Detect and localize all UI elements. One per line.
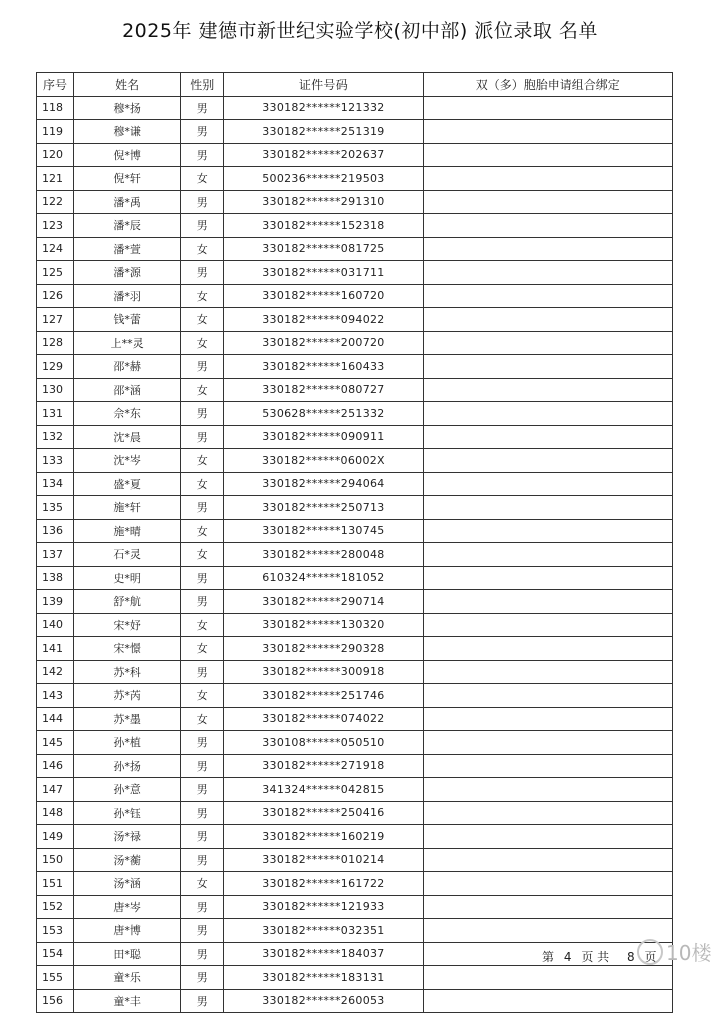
header-id: 证件号码 — [224, 73, 423, 97]
table-row — [37, 496, 673, 520]
table-row — [37, 731, 673, 755]
cell-name: 田*聪 — [74, 942, 181, 966]
cell-twin-binding — [423, 143, 672, 167]
cell-name: 苏*芮 — [74, 684, 181, 708]
page-current: 4 — [563, 950, 572, 964]
cell-gender: 女 — [181, 308, 224, 332]
watermark-logo — [636, 932, 712, 972]
cell-seq: 126 — [37, 284, 74, 308]
cell-seq: 153 — [37, 919, 74, 943]
cell-seq: 131 — [37, 402, 74, 426]
table-row — [37, 848, 673, 872]
cell-name: 童*乐 — [74, 966, 181, 990]
cell-id: 330182******010214 — [224, 848, 423, 872]
cell-twin-binding — [423, 707, 672, 731]
cell-gender: 男 — [181, 566, 224, 590]
table-row — [37, 120, 673, 144]
cell-seq: 121 — [37, 167, 74, 191]
cell-gender: 男 — [181, 942, 224, 966]
cell-name: 潘*辰 — [74, 214, 181, 238]
cell-name: 唐*岑 — [74, 895, 181, 919]
table-row — [37, 989, 673, 1013]
table-header-row — [37, 73, 673, 97]
cell-twin-binding — [423, 637, 672, 661]
cell-name: 孙*植 — [74, 731, 181, 755]
cell-twin-binding — [423, 848, 672, 872]
table-row — [37, 543, 673, 567]
cell-name: 施*晴 — [74, 519, 181, 543]
cell-seq: 140 — [37, 613, 74, 637]
cell-twin-binding — [423, 378, 672, 402]
cell-twin-binding — [423, 261, 672, 285]
cell-gender: 女 — [181, 519, 224, 543]
cell-id: 330182******031711 — [224, 261, 423, 285]
page-title: 2025年 建德市新世纪实验学校(初中部) 派位录取 名单 — [122, 20, 598, 42]
cell-seq: 128 — [37, 331, 74, 355]
cell-seq: 132 — [37, 425, 74, 449]
cell-gender: 女 — [181, 684, 224, 708]
page-mid: 页 共 — [581, 950, 610, 964]
cell-gender: 男 — [181, 214, 224, 238]
cell-gender: 女 — [181, 378, 224, 402]
cell-name: 苏*墨 — [74, 707, 181, 731]
cell-seq: 133 — [37, 449, 74, 473]
cell-twin-binding — [423, 801, 672, 825]
cell-id: 330182******294064 — [224, 472, 423, 496]
table-row — [37, 355, 673, 379]
page-total: 8 — [626, 950, 635, 964]
cell-id: 330182******130320 — [224, 613, 423, 637]
cell-seq: 124 — [37, 237, 74, 261]
cell-gender: 男 — [181, 120, 224, 144]
cell-gender: 男 — [181, 425, 224, 449]
cell-seq: 127 — [37, 308, 74, 332]
cell-seq: 119 — [37, 120, 74, 144]
watermark-text: 10楼 — [666, 941, 712, 965]
cell-id: 330182******160720 — [224, 284, 423, 308]
cell-id: 330182******250713 — [224, 496, 423, 520]
cell-id: 530628******251332 — [224, 402, 423, 426]
cell-gender: 男 — [181, 660, 224, 684]
table-row — [37, 613, 673, 637]
cell-id: 330182******250416 — [224, 801, 423, 825]
cell-twin-binding — [423, 754, 672, 778]
table-row — [37, 519, 673, 543]
cell-name: 上**灵 — [74, 331, 181, 355]
cell-name: 钱*蕾 — [74, 308, 181, 332]
cell-seq: 151 — [37, 872, 74, 896]
cell-seq: 138 — [37, 566, 74, 590]
cell-name: 倪*轩 — [74, 167, 181, 191]
cell-name: 佘*东 — [74, 402, 181, 426]
cell-name: 穆*谦 — [74, 120, 181, 144]
cell-name: 孙*扬 — [74, 754, 181, 778]
page-prefix: 第 — [542, 950, 555, 964]
cell-id: 330182******152318 — [224, 214, 423, 238]
table-row — [37, 825, 673, 849]
cell-id: 341324******042815 — [224, 778, 423, 802]
cell-gender: 女 — [181, 331, 224, 355]
cell-twin-binding — [423, 167, 672, 191]
cell-gender: 男 — [181, 731, 224, 755]
cell-gender: 男 — [181, 966, 224, 990]
cell-seq: 130 — [37, 378, 74, 402]
cell-name: 倪*博 — [74, 143, 181, 167]
table-row — [37, 308, 673, 332]
table-row — [37, 402, 673, 426]
cell-id: 330182******094022 — [224, 308, 423, 332]
cell-twin-binding — [423, 660, 672, 684]
cell-gender: 男 — [181, 355, 224, 379]
cell-gender: 男 — [181, 989, 224, 1013]
table-row — [37, 895, 673, 919]
cell-name: 潘*禹 — [74, 190, 181, 214]
cell-id: 330182******183131 — [224, 966, 423, 990]
cell-id: 330182******290328 — [224, 637, 423, 661]
page-suffix: 页 — [644, 950, 657, 964]
admission-table — [36, 72, 673, 1013]
table-row — [37, 190, 673, 214]
cell-id: 330182******300918 — [224, 660, 423, 684]
cell-gender: 男 — [181, 402, 224, 426]
cell-name: 孙*钰 — [74, 801, 181, 825]
cell-twin-binding — [423, 872, 672, 896]
cell-twin-binding — [423, 684, 672, 708]
cell-gender: 女 — [181, 543, 224, 567]
cell-gender: 男 — [181, 96, 224, 120]
cell-id: 330182******121332 — [224, 96, 423, 120]
table-row — [37, 872, 673, 896]
cell-seq: 146 — [37, 754, 74, 778]
cell-twin-binding — [423, 425, 672, 449]
cell-name: 潘*羽 — [74, 284, 181, 308]
cell-seq: 143 — [37, 684, 74, 708]
table-row — [37, 754, 673, 778]
cell-twin-binding — [423, 237, 672, 261]
cell-gender: 女 — [181, 449, 224, 473]
cell-name: 汤*禄 — [74, 825, 181, 849]
cell-gender: 男 — [181, 190, 224, 214]
cell-twin-binding — [423, 402, 672, 426]
cell-id: 330182******251746 — [224, 684, 423, 708]
cell-seq: 135 — [37, 496, 74, 520]
cell-id: 330182******130745 — [224, 519, 423, 543]
cell-name: 盛*夏 — [74, 472, 181, 496]
cell-name: 石*灵 — [74, 543, 181, 567]
cell-name: 潘*源 — [74, 261, 181, 285]
cell-id: 330182******06002X — [224, 449, 423, 473]
cell-name: 沈*晨 — [74, 425, 181, 449]
cell-gender: 女 — [181, 707, 224, 731]
cell-name: 童*丰 — [74, 989, 181, 1013]
cell-seq: 149 — [37, 825, 74, 849]
cell-gender: 男 — [181, 778, 224, 802]
table-row — [37, 660, 673, 684]
table-row — [37, 237, 673, 261]
table-row — [37, 331, 673, 355]
cell-name: 汤*蘅 — [74, 848, 181, 872]
cell-name: 史*明 — [74, 566, 181, 590]
cell-seq: 120 — [37, 143, 74, 167]
cell-gender: 男 — [181, 496, 224, 520]
cell-twin-binding — [423, 190, 672, 214]
cell-twin-binding — [423, 778, 672, 802]
cell-twin-binding — [423, 825, 672, 849]
cell-id: 330182******290714 — [224, 590, 423, 614]
table-row — [37, 707, 673, 731]
cell-twin-binding — [423, 989, 672, 1013]
cell-gender: 男 — [181, 895, 224, 919]
cell-seq: 139 — [37, 590, 74, 614]
cell-gender: 男 — [181, 143, 224, 167]
cell-twin-binding — [423, 472, 672, 496]
table-row — [37, 590, 673, 614]
cell-seq: 129 — [37, 355, 74, 379]
cell-gender: 男 — [181, 754, 224, 778]
cell-seq: 156 — [37, 989, 74, 1013]
header-gender: 性别 — [181, 73, 224, 97]
cell-seq: 152 — [37, 895, 74, 919]
cell-seq: 136 — [37, 519, 74, 543]
cell-twin-binding — [423, 214, 672, 238]
cell-gender: 女 — [181, 167, 224, 191]
cell-name: 邵*涵 — [74, 378, 181, 402]
cell-seq: 123 — [37, 214, 74, 238]
cell-seq: 150 — [37, 848, 74, 872]
table-row — [37, 143, 673, 167]
cell-seq: 145 — [37, 731, 74, 755]
cell-id: 330182******280048 — [224, 543, 423, 567]
cell-twin-binding — [423, 284, 672, 308]
cell-seq: 142 — [37, 660, 74, 684]
cell-id: 330182******251319 — [224, 120, 423, 144]
cell-gender: 女 — [181, 872, 224, 896]
cell-id: 330182******081725 — [224, 237, 423, 261]
cell-gender: 女 — [181, 472, 224, 496]
cell-twin-binding — [423, 731, 672, 755]
cell-seq: 141 — [37, 637, 74, 661]
cell-id: 330182******161722 — [224, 872, 423, 896]
cell-seq: 144 — [37, 707, 74, 731]
cell-id: 330108******050510 — [224, 731, 423, 755]
cell-seq: 134 — [37, 472, 74, 496]
cell-twin-binding — [423, 566, 672, 590]
cell-seq: 147 — [37, 778, 74, 802]
cell-id: 330182******184037 — [224, 942, 423, 966]
cell-id: 330182******160219 — [224, 825, 423, 849]
cell-twin-binding — [423, 519, 672, 543]
cell-name: 苏*科 — [74, 660, 181, 684]
cell-id: 330182******121933 — [224, 895, 423, 919]
cell-name: 汤*涵 — [74, 872, 181, 896]
cell-gender: 男 — [181, 261, 224, 285]
cell-name: 施*轩 — [74, 496, 181, 520]
cell-id: 330182******080727 — [224, 378, 423, 402]
cell-id: 330182******202637 — [224, 143, 423, 167]
cell-id: 330182******160433 — [224, 355, 423, 379]
cell-seq: 148 — [37, 801, 74, 825]
cell-gender: 男 — [181, 825, 224, 849]
header-seq: 序号 — [37, 73, 74, 97]
table-row — [37, 684, 673, 708]
cell-id: 330182******090911 — [224, 425, 423, 449]
cell-gender: 女 — [181, 284, 224, 308]
table-row — [37, 637, 673, 661]
cell-name: 孙*意 — [74, 778, 181, 802]
cell-name: 宋*妤 — [74, 613, 181, 637]
table-row — [37, 214, 673, 238]
cell-id: 330182******032351 — [224, 919, 423, 943]
cell-name: 唐*博 — [74, 919, 181, 943]
cell-twin-binding — [423, 543, 672, 567]
table-row — [37, 378, 673, 402]
cell-name: 舒*航 — [74, 590, 181, 614]
cell-name: 沈*岑 — [74, 449, 181, 473]
table-row — [37, 472, 673, 496]
cell-twin-binding — [423, 308, 672, 332]
cell-name: 宋*憬 — [74, 637, 181, 661]
cell-seq: 137 — [37, 543, 74, 567]
table-row — [37, 566, 673, 590]
table-row — [37, 425, 673, 449]
cell-gender: 女 — [181, 613, 224, 637]
cell-gender: 男 — [181, 801, 224, 825]
cell-gender: 男 — [181, 590, 224, 614]
cell-gender: 男 — [181, 848, 224, 872]
cell-id: 330182******291310 — [224, 190, 423, 214]
table-row — [37, 449, 673, 473]
cell-name: 潘*萱 — [74, 237, 181, 261]
table-row — [37, 261, 673, 285]
cell-twin-binding — [423, 96, 672, 120]
cell-gender: 男 — [181, 919, 224, 943]
cell-gender: 女 — [181, 637, 224, 661]
cell-seq: 125 — [37, 261, 74, 285]
cell-twin-binding — [423, 355, 672, 379]
cell-name: 穆*扬 — [74, 96, 181, 120]
cell-id: 330182******260053 — [224, 989, 423, 1013]
cell-id: 500236******219503 — [224, 167, 423, 191]
cell-twin-binding — [423, 449, 672, 473]
cell-twin-binding — [423, 613, 672, 637]
cell-twin-binding — [423, 496, 672, 520]
cell-name: 邵*赫 — [74, 355, 181, 379]
cell-seq: 122 — [37, 190, 74, 214]
cell-id: 330182******271918 — [224, 754, 423, 778]
cell-seq: 118 — [37, 96, 74, 120]
table-row — [37, 919, 673, 943]
cell-twin-binding — [423, 331, 672, 355]
cell-gender: 女 — [181, 237, 224, 261]
header-twin-binding: 双（多）胞胎申请组合绑定 — [423, 73, 672, 97]
cell-seq: 155 — [37, 966, 74, 990]
cell-twin-binding — [423, 590, 672, 614]
table-row — [37, 966, 673, 990]
table-row — [37, 801, 673, 825]
table-row — [37, 778, 673, 802]
table-row — [37, 284, 673, 308]
cell-id: 330182******200720 — [224, 331, 423, 355]
cell-id: 610324******181052 — [224, 566, 423, 590]
cell-id: 330182******074022 — [224, 707, 423, 731]
table-row — [37, 96, 673, 120]
header-name: 姓名 — [74, 73, 181, 97]
cell-seq: 154 — [37, 942, 74, 966]
table-row — [37, 167, 673, 191]
cell-twin-binding — [423, 120, 672, 144]
cell-twin-binding — [423, 895, 672, 919]
